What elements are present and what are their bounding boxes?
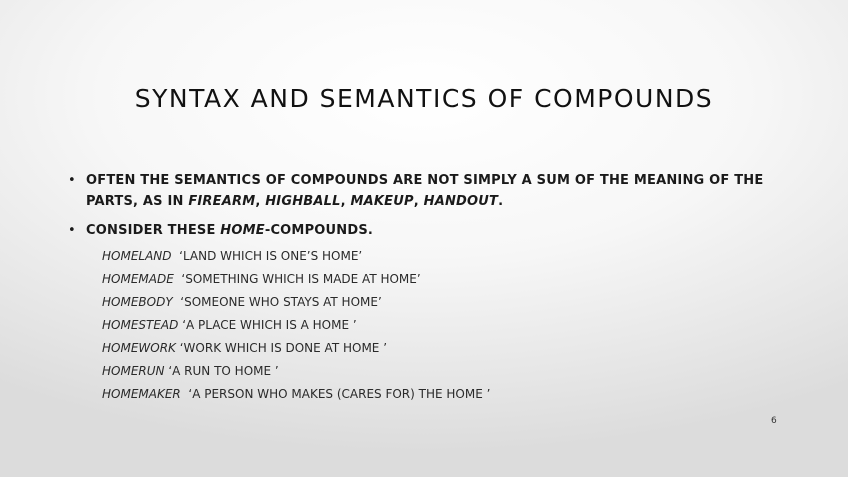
example-word: HANDOUT xyxy=(423,194,499,209)
list-item xyxy=(102,245,788,268)
compound-term: HOMELAND xyxy=(102,249,172,263)
bullet-marker: • xyxy=(68,173,76,188)
example-word: HIGHBALL xyxy=(265,194,341,209)
compound-gloss: ‘SOMEONE WHO STAYS AT HOME’ xyxy=(172,295,382,309)
bullet-semantics xyxy=(68,170,788,212)
list-item xyxy=(102,268,788,291)
page-number: 6 xyxy=(771,416,777,426)
list-item xyxy=(102,383,788,406)
example-separator: , xyxy=(413,194,424,209)
compound-gloss: ‘WORK WHICH IS DONE AT HOME ’ xyxy=(175,341,388,355)
example-separator: . xyxy=(498,194,504,209)
example-separator: , xyxy=(340,194,351,209)
compound-term: HOMESTEAD xyxy=(102,318,179,332)
compound-term: HOMERUN xyxy=(102,364,165,378)
slide-title: SYNTAX AND SEMANTICS OF COMPOUNDS xyxy=(134,84,714,113)
compound-term: HOMEMAKER xyxy=(102,387,181,401)
bullet-text: OFTEN THE SEMANTICS OF COMPOUNDS ARE NOT SIMPLY A SUM OF THE MEANING OF THE PARTS, AS IN xyxy=(86,173,764,209)
example-separator: , xyxy=(255,194,266,209)
emphasis-word: HOME xyxy=(220,223,265,238)
compound-gloss: ‘SOMETHING WHICH IS MADE AT HOME’ xyxy=(173,272,421,286)
example-word: MAKEUP xyxy=(350,194,414,209)
compound-gloss: ‘LAND WHICH IS ONE’S HOME’ xyxy=(171,249,363,263)
compound-gloss: ‘A PLACE WHICH IS A HOME ’ xyxy=(178,318,357,332)
compound-gloss: ‘A RUN TO HOME ’ xyxy=(164,364,279,378)
bullet-text: CONSIDER THESE xyxy=(86,223,221,238)
list-item xyxy=(102,360,788,383)
bullet-marker: • xyxy=(68,223,76,238)
bullet-home-compounds xyxy=(68,220,788,241)
list-item xyxy=(102,337,788,360)
compound-term: HOMEBODY xyxy=(102,295,173,309)
bullet-text-end: -COMPOUNDS. xyxy=(264,223,374,238)
compound-gloss: ‘A PERSON WHO MAKES (CARES FOR) THE HOME ’ xyxy=(180,387,491,401)
compound-list xyxy=(102,245,788,406)
compound-term: HOMEMADE xyxy=(102,272,174,286)
example-word: FIREARM xyxy=(188,194,256,209)
slide-body xyxy=(68,170,788,406)
list-item xyxy=(102,314,788,337)
list-item xyxy=(102,291,788,314)
compound-term: HOMEWORK xyxy=(102,341,176,355)
